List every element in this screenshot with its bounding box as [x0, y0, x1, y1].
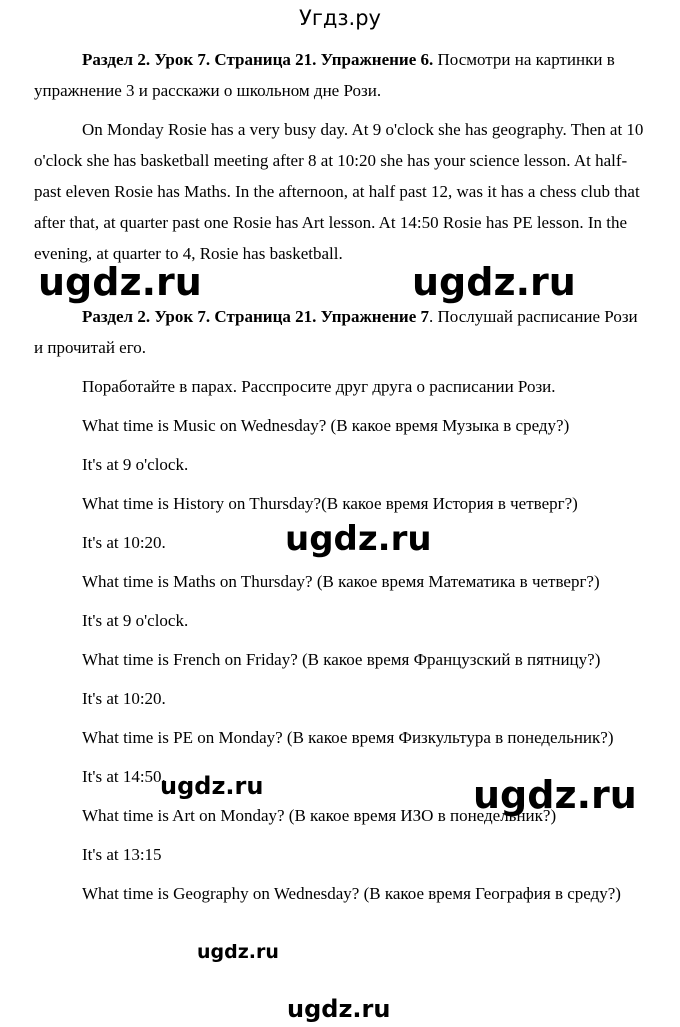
pair-work-instruction: Поработайте в парах. Расспросите друг друга о расписании Рози.	[82, 377, 556, 396]
watermark: ugdz.ru	[38, 260, 202, 304]
watermark: ugdz.ru	[473, 773, 637, 817]
site-title: Угдз.ру	[299, 6, 381, 30]
dialogue-answer: It's at 9 o'clock.	[82, 611, 189, 630]
dialogue-answer: It's at 9 o'clock.	[82, 455, 189, 474]
dialogue-answer: It's at 14:50.	[82, 767, 166, 786]
exercise-6-task-text: Посмотри на картинки в упражнение 3 и расскажи о школьном дне Рози.	[34, 50, 615, 100]
dialogue-answer: It's at 10:20.	[82, 533, 166, 552]
watermark: ugdz.ru	[285, 519, 432, 559]
dialogue-question: What time is French on Friday? (В какое время Французский в пятницу?)	[82, 650, 601, 669]
dialogue-question: What time is Maths on Thursday? (В какое время Математика в четверг?)	[82, 572, 600, 591]
exercise-6-answer: On Monday Rosie has a very busy day. At 9 o'clock she has geography. Then at 10 o'clock she has basketball meeting after 8 at 10:20 she has your science lesson. At half-past eleven Rosie has Maths. In the afternoon, at half past 12, was it has a chess club that after that, at quarter past one Rosie has Art lesson. At 14:50 Rosie has PE lesson. In the evening, at quarter to 4, Rosie has basketball.	[34, 120, 644, 263]
dialogue-answer: It's at 10:20.	[82, 689, 166, 708]
dialogue-question: What time is History on Thursday?(В какое время История в четверг?)	[82, 494, 578, 513]
exercise-7-heading: Раздел 2. Урок 7. Страница 21. Упражнение 7	[82, 307, 430, 326]
exercise-6-heading: Раздел 2. Урок 7. Страница 21. Упражнение 6.	[82, 50, 434, 69]
watermark: ugdz.ru	[160, 772, 264, 800]
dialogue-answer: It's at 13:15	[82, 845, 162, 864]
watermark: ugdz.ru	[287, 995, 391, 1023]
dialogue-question: What time is Music on Wednesday? (В какое время Музыка в среду?)	[82, 416, 570, 435]
exercise-6-task	[34, 44, 644, 106]
exercise-7-task	[34, 301, 644, 363]
dialogue-question: What time is Geography on Wednesday? (В какое время География в среду?)	[82, 884, 621, 903]
watermark: ugdz.ru	[412, 260, 576, 304]
dialogue-question: What time is Art on Monday? (В какое время ИЗО в понедельник?)	[82, 806, 557, 825]
watermark: ugdz.ru	[197, 941, 279, 963]
dialogue-question: What time is PE on Monday? (В какое время Физкультура в понедельник?)	[82, 728, 614, 747]
exercise-7-task-text: . Послушай расписание Рози и прочитай его.	[34, 307, 638, 357]
